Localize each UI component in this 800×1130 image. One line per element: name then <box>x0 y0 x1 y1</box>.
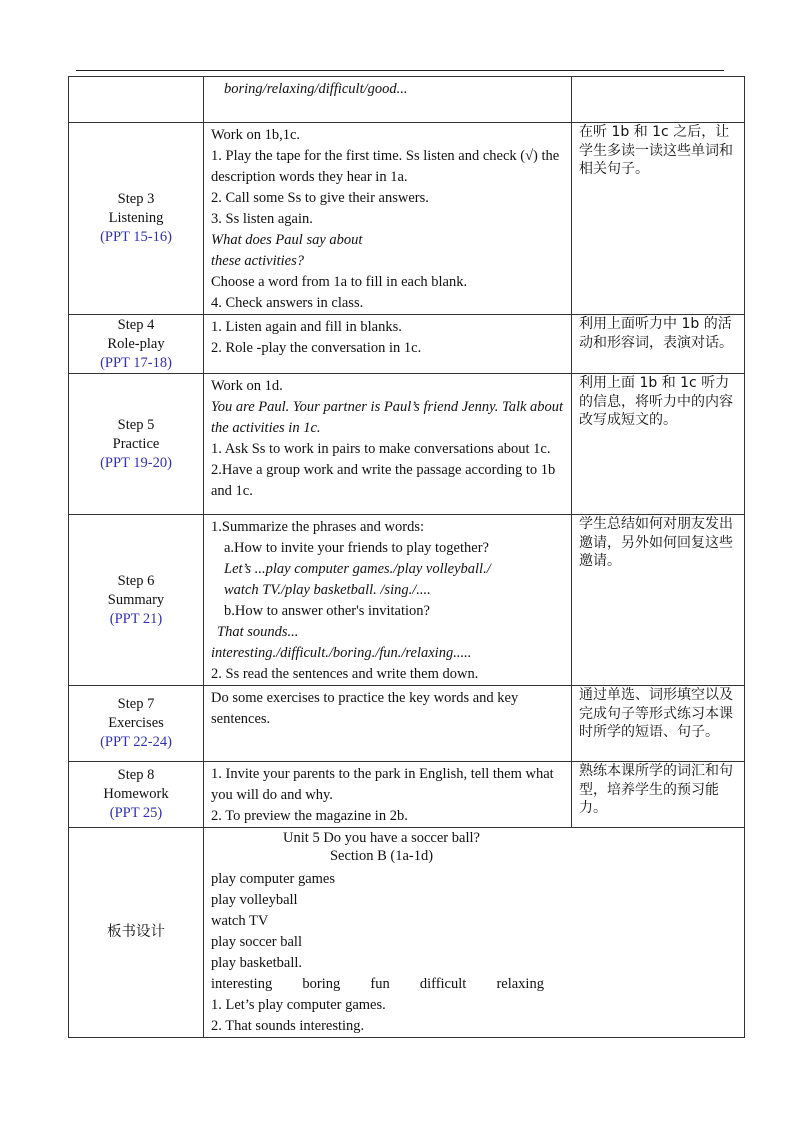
board-title: Section B (1a-1d) <box>329 848 434 864</box>
activity-line: You are Paul. Your partner is Paul’s friend Jenny. Talk about the activities in 1c. <box>211 399 564 436</box>
step-cell <box>69 77 204 123</box>
note-cell <box>572 123 745 315</box>
activity-line: 2. Role -play the conversation in 1c. <box>211 340 422 356</box>
board-adjective: boring <box>302 976 341 992</box>
activity-line: 2. Ss read the sentences and write them down. <box>211 666 479 682</box>
activity-cell <box>204 315 572 374</box>
teaching-note: 在听 1b 和 1c 之后，让学生多读一读这些单词和相关句子。 <box>579 124 733 177</box>
activity-line: 1. Invite your parents to the park in English, tell them what you will do and why. <box>211 766 554 803</box>
activity-line: Do some exercises to practice the key words and key sentences. <box>211 690 519 727</box>
activity-line: 2. Call some Ss to give their answers. <box>211 190 429 206</box>
ppt-reference: (PPT 19-20) <box>100 454 172 471</box>
step-label: Exercises <box>108 715 164 731</box>
activity-line: What does Paul say about <box>211 232 363 248</box>
step-cell <box>69 762 204 828</box>
note-cell <box>572 686 745 762</box>
table-row <box>69 315 745 374</box>
board-sentence: 2. That sounds interesting. <box>211 1018 365 1034</box>
note-cell <box>572 77 745 123</box>
step-label: Step 6 <box>117 572 155 589</box>
activity-line: interesting./difficult./boring./fun./relaxing..... <box>211 645 472 661</box>
step-label: Role-play <box>107 335 165 352</box>
activity-line: boring/relaxing/difficult/good... <box>224 81 408 97</box>
step-cell <box>69 515 204 686</box>
board-title: Unit 5 Do you have a soccer ball? <box>283 830 480 846</box>
lesson-plan-table <box>68 76 745 1038</box>
activity-cell <box>204 762 572 828</box>
activity-line: 1. Ask Ss to work in pairs to make conversations about 1c. <box>211 441 551 457</box>
teaching-note: 学生总结如何对朋友发出邀请，另外如何回复这些邀请。 <box>579 516 733 569</box>
activity-line: Choose a word from 1a to fill in each blank. <box>211 274 468 290</box>
activity-line: 1. Play the tape for the first time. Ss listen and check (√) the description words they hear in 1a. <box>211 148 560 185</box>
step-label: Homework <box>103 786 169 802</box>
step-cell <box>69 686 204 762</box>
activity-line: 2.Have a group work and write the passage according to 1b and 1c. <box>211 462 556 499</box>
table-row <box>69 123 745 315</box>
table-row <box>69 374 745 515</box>
activity-line: That sounds... <box>217 624 299 640</box>
step-cell <box>69 315 204 374</box>
board-phrase: play computer games <box>211 871 336 887</box>
activity-line: watch TV./play basketball. /sing./.... <box>224 582 431 598</box>
activity-cell <box>204 123 572 315</box>
step-label: Summary <box>107 591 165 608</box>
board-content-cell <box>204 828 745 1038</box>
board-label: 板书设计 <box>107 924 165 940</box>
ppt-reference: (PPT 15-16) <box>100 229 172 245</box>
step-label: Step 4 <box>117 316 155 333</box>
activity-line: Let’s ...play computer games./play volleyball./ <box>224 561 491 577</box>
activity-line: 3. Ss listen again. <box>211 211 313 227</box>
activity-line: these activities? <box>211 253 305 269</box>
table-body <box>69 77 745 1038</box>
board-phrase: watch TV <box>211 913 269 929</box>
note-cell <box>572 762 745 828</box>
step-label: Step 3 <box>117 191 155 207</box>
activity-line: Work on 1b,1c. <box>211 127 301 143</box>
activity-line: 4. Check answers in class. <box>211 295 364 311</box>
step-label: Step 5 <box>117 416 155 433</box>
activity-cell <box>204 686 572 762</box>
board-adjectives <box>211 974 552 995</box>
activity-cell <box>204 374 572 515</box>
note-cell <box>572 515 745 686</box>
board-label-cell <box>69 828 204 1038</box>
teaching-note: 通过单选、词形填空以及完成句子等形式练习本课时所学的短语、句子。 <box>579 687 733 740</box>
teaching-note: 熟练本课所学的词汇和句型，培养学生的预习能力。 <box>579 763 733 816</box>
table-row <box>69 762 745 828</box>
board-phrase: play volleyball <box>211 892 298 908</box>
board-adjective: relaxing <box>496 976 544 992</box>
activity-cell <box>204 77 572 123</box>
note-cell <box>572 374 745 515</box>
teaching-note: 利用上面听力中 1b 的活动和形容词，表演对话。 <box>579 316 733 351</box>
board-phrase: play soccer ball <box>211 934 302 950</box>
step-label: Practice <box>112 435 160 452</box>
step-cell <box>69 374 204 515</box>
board-sentence: 1. Let’s play computer games. <box>211 997 386 1013</box>
board-adjective: fun <box>370 976 390 992</box>
step-cell <box>69 123 204 315</box>
board-design-row <box>69 828 745 1038</box>
step-label: Listening <box>108 210 164 226</box>
activity-line: b.How to answer other's invitation? <box>224 603 430 619</box>
activity-line: 2. To preview the magazine in 2b. <box>211 808 408 824</box>
activity-line: Work on 1d. <box>211 378 283 394</box>
ppt-reference: (PPT 17-18) <box>100 354 172 371</box>
board-adjective: difficult <box>419 976 467 992</box>
ppt-reference: (PPT 22-24) <box>100 734 172 750</box>
table-row <box>69 515 745 686</box>
board-content <box>211 829 552 1037</box>
header-rule <box>76 70 724 71</box>
step-label: Step 7 <box>117 696 155 712</box>
activity-line: a.How to invite your friends to play together? <box>224 540 489 556</box>
teaching-note: 利用上面 1b 和 1c 听力的信息，将听力中的内容改写成短文的。 <box>579 375 733 428</box>
board-phrase: play basketball. <box>211 955 303 971</box>
ppt-reference: (PPT 21) <box>109 610 163 627</box>
board-adjective: interesting <box>211 976 273 992</box>
ppt-reference: (PPT 25) <box>109 805 163 821</box>
activity-cell <box>204 515 572 686</box>
note-cell <box>572 315 745 374</box>
table-row <box>69 686 745 762</box>
activity-line: 1. Listen again and fill in blanks. <box>211 319 402 335</box>
step-label: Step 8 <box>117 767 155 783</box>
table-row <box>69 77 745 123</box>
activity-line: 1.Summarize the phrases and words: <box>211 519 425 535</box>
